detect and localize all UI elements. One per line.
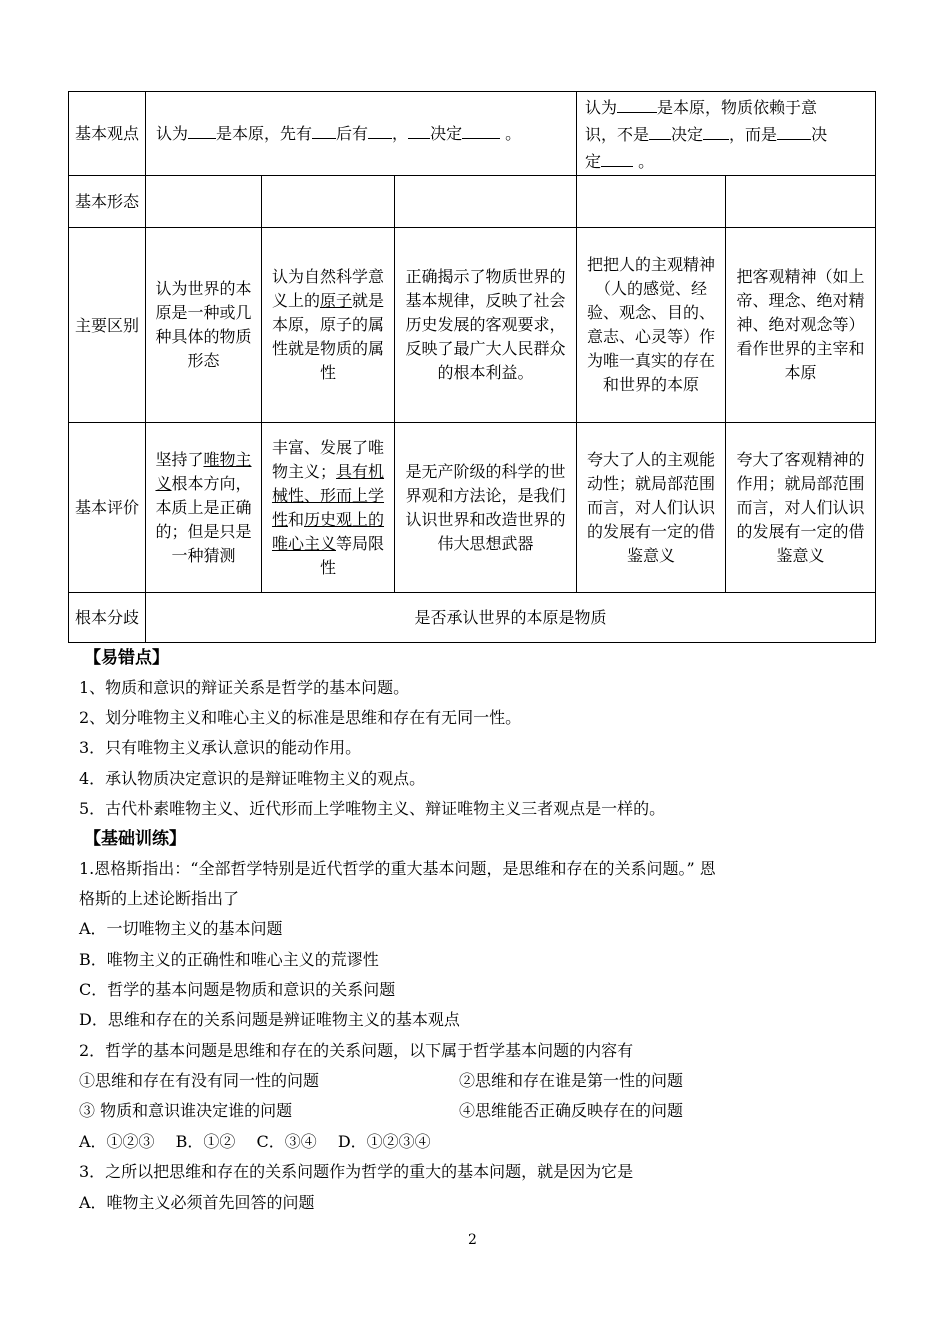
- question-2-item-4: ④思维能否正确反映存在的问题: [459, 1101, 684, 1120]
- question-2-stem: 2．哲学的基本问题是思维和存在的关系问题，以下属于哲学基本问题的内容有: [79, 1041, 634, 1060]
- row-header-basic-view: 基本观点: [69, 92, 146, 176]
- materialism-basic-view: 认为 是本原，先有 后有 ， 决定 。: [146, 92, 577, 176]
- row-main-difference: [69, 228, 876, 423]
- error-points-heading: 【易错点】: [84, 648, 169, 668]
- question-2-item-3: ③ 物质和意识谁决定谁的问题: [79, 1101, 293, 1120]
- fundamental-divergence-content: 是否承认世界的本原是物质: [146, 593, 876, 643]
- form-cell-4: [577, 176, 726, 228]
- error-point-3: 3．只有唯物主义承认意识的能动作用。: [79, 738, 362, 757]
- form-cell-3: [395, 176, 577, 228]
- row-basic-view: [69, 92, 876, 176]
- row-basic-form: [69, 176, 876, 228]
- error-point-2: 2、划分唯物主义和唯心主义的标准是思维和存在有无同一性。: [79, 708, 522, 727]
- eval-dialectical-materialism: 是无产阶级的科学的世界观和方法论，是我们认识世界和改造世界的伟大思想武器: [395, 423, 577, 593]
- question-1-option-a: A．一切唯物主义的基本问题: [79, 919, 283, 938]
- form-cell-1: [146, 176, 262, 228]
- question-3-option-a: A．唯物主义必须首先回答的问题: [79, 1193, 315, 1212]
- eval-metaphysical-materialism: 丰富、发展了唯物主义；具有机械性、形而上学性和历史观上的唯心主义等局限性: [262, 423, 395, 593]
- page-number: 2: [468, 1232, 477, 1248]
- question-2-item-2: ②思维和存在谁是第一性的问题: [459, 1071, 684, 1090]
- diff-objective-idealism: 把客观精神（如上帝、理念、绝对精神、绝对观念等）看作世界的主宰和本原: [726, 228, 876, 423]
- question-1-line-2: 格斯的上述论断指出了: [79, 889, 240, 908]
- question-1-option-b: B．唯物主义的正确性和唯心主义的荒谬性: [79, 950, 379, 969]
- row-header-basic-evaluation: 基本评价: [69, 423, 146, 593]
- diff-metaphysical-materialism: 认为自然科学意义上的原子就是本原，原子的属性就是物质的属性: [262, 228, 395, 423]
- diff-ancient-materialism: 认为世界的本原是一种或几种具体的物质形态: [146, 228, 262, 423]
- form-cell-5: [726, 176, 876, 228]
- question-1-line-1: 1.恩格斯指出：“全部哲学特别是近代哲学的重大基本问题，是思维和存在的关系问题。” 恩: [79, 859, 716, 878]
- question-1-option-c: C．哲学的基本问题是物质和意识的关系问题: [79, 980, 396, 999]
- error-point-5: 5．古代朴素唯物主义、近代形而上学唯物主义、辩证唯物主义三者观点是一样的。: [79, 799, 666, 818]
- question-1-option-d: D．思维和存在的关系问题是辨证唯物主义的基本观点: [79, 1010, 460, 1029]
- question-3-stem: 3．之所以把思维和存在的关系问题作为哲学的重大的基本问题，就是因为它是: [79, 1162, 634, 1181]
- idealism-basic-view: 认为 是本原，物质依赖于意 识，不是 决定 ，而是 决 定 。: [577, 92, 876, 176]
- row-header-fundamental-divergence: 根本分歧: [69, 593, 146, 643]
- row-header-basic-form: 基本形态: [69, 176, 146, 228]
- diff-dialectical-materialism: 正确揭示了物质世界的基本规律，反映了社会历史发展的客观要求，反映了最广大人民群众的根本利益。: [395, 228, 577, 423]
- eval-objective-idealism: 夸大了客观精神的作用；就局部范围而言，对人们认识的发展有一定的借鉴意义: [726, 423, 876, 593]
- diff-subjective-idealism: 把把人的主观精神（人的感觉、经验、观念、目的、意志、心灵等）作为唯一真实的存在和世界的本原: [577, 228, 726, 423]
- error-point-4: 4．承认物质决定意识的是辩证唯物主义的观点。: [79, 769, 426, 788]
- row-header-main-difference: 主要区别: [69, 228, 146, 423]
- form-cell-2: [262, 176, 395, 228]
- question-2-options: A．①②③ B．①② C．③④ D．①②③④: [79, 1132, 431, 1151]
- question-2-item-1: ①思维和存在有没有同一性的问题: [79, 1071, 320, 1090]
- row-fundamental-divergence: [69, 593, 876, 643]
- eval-subjective-idealism: 夸大了人的主观能动性；就局部范围而言，对人们认识的发展有一定的借鉴意义: [577, 423, 726, 593]
- basic-training-heading: 【基础训练】: [84, 829, 186, 849]
- row-basic-evaluation: [69, 423, 876, 593]
- eval-ancient-materialism: 坚持了唯物主义根本方向，本质上是正确的；但是只是一种猜测: [146, 423, 262, 593]
- philosophy-comparison-table: [68, 91, 876, 643]
- error-point-1: 1、物质和意识的辩证关系是哲学的基本问题。: [79, 678, 410, 697]
